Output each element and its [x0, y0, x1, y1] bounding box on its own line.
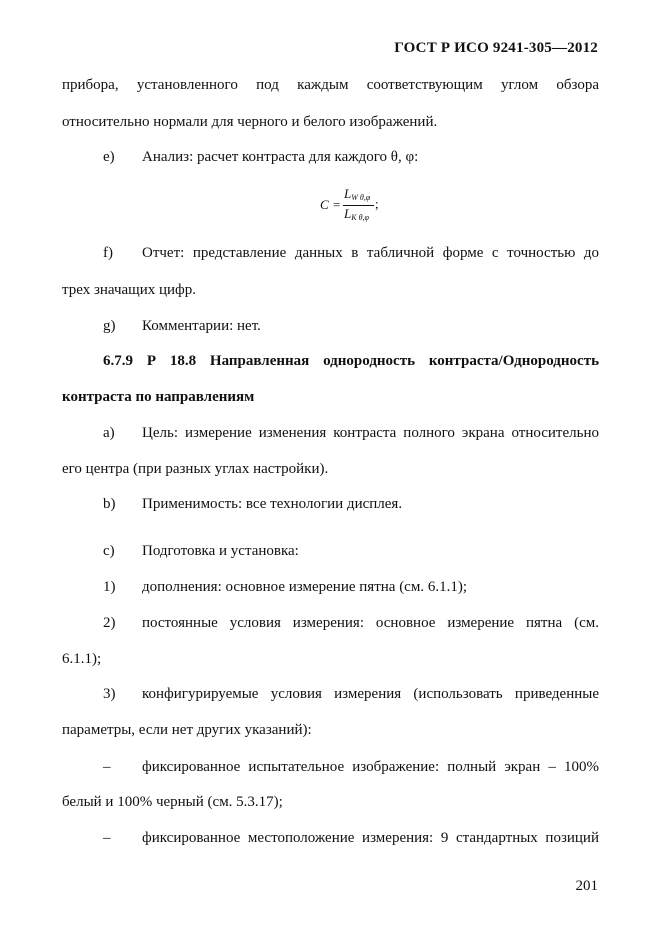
paragraph-line: прибора, установленного под каждым соответствующим углом обзора	[62, 77, 599, 93]
list-label: e)	[103, 149, 115, 165]
list-item-text: Отчет: представление данных в табличной форме с точностью до	[142, 245, 599, 261]
paragraph-line: трех значащих цифр.	[62, 282, 197, 298]
list-item-text: Цель: измерение изменения контраста полного экрана относительно	[142, 425, 599, 441]
formula-numerator: $L_{W \theta,\varphi}$	[344, 186, 371, 202]
list-item-text: дополнения: основное измерение пятна (см. 6.1.1);	[142, 579, 467, 595]
dash-bullet: –	[103, 830, 111, 846]
list-item-text: Комментарии: нет.	[142, 318, 261, 334]
list-label: 2)	[103, 615, 116, 631]
contrast-formula	[320, 186, 400, 226]
formula-lhs: C	[320, 197, 329, 212]
section-heading: 6.7.9 Р 18.8 Направленная однородность контраста/Однородность	[103, 353, 599, 369]
paragraph-line: белый и 100% черный (см. 5.3.17);	[62, 794, 283, 810]
list-label: b)	[103, 496, 116, 512]
list-item-text: фиксированное местоположение измерения: 9 стандартных позиций	[142, 830, 599, 846]
page-number: 201	[575, 878, 598, 894]
paragraph-line: параметры, если нет других указаний):	[62, 722, 312, 738]
list-item-text: Применимость: все технологии дисплея.	[142, 496, 403, 512]
document-header: ГОСТ Р ИСО 9241-305—2012	[394, 40, 598, 56]
list-item-text: фиксированное испытательное изображение: полный экран – 100%	[142, 759, 599, 775]
dash-bullet: –	[103, 759, 111, 775]
section-heading: контраста по направлениям	[62, 389, 255, 405]
formula-terminator: ;	[375, 196, 379, 211]
list-label: f)	[103, 245, 113, 261]
list-label: 3)	[103, 686, 116, 702]
formula-denominator: $L_{K \theta,\varphi}$	[344, 206, 369, 222]
paragraph-line: 6.1.1);	[62, 651, 102, 667]
list-item-text: Подготовка и установка:	[142, 543, 299, 559]
list-label: a)	[103, 425, 115, 441]
paragraph-line: его центра (при разных углах настройки).	[62, 461, 329, 477]
list-item-text: Анализ: расчет контраста для каждого θ, φ:	[142, 149, 419, 165]
list-label: g)	[103, 318, 116, 334]
list-label: 1)	[103, 579, 116, 595]
list-label: c)	[103, 543, 115, 559]
list-item-text: конфигурируемые условия измерения (использовать приведенные	[142, 686, 599, 702]
paragraph-line: относительно нормали для черного и белого изображений.	[62, 114, 438, 130]
formula-equals: =	[333, 197, 341, 212]
list-item-text: постоянные условия измерения: основное измерение пятна (см.	[142, 615, 599, 631]
